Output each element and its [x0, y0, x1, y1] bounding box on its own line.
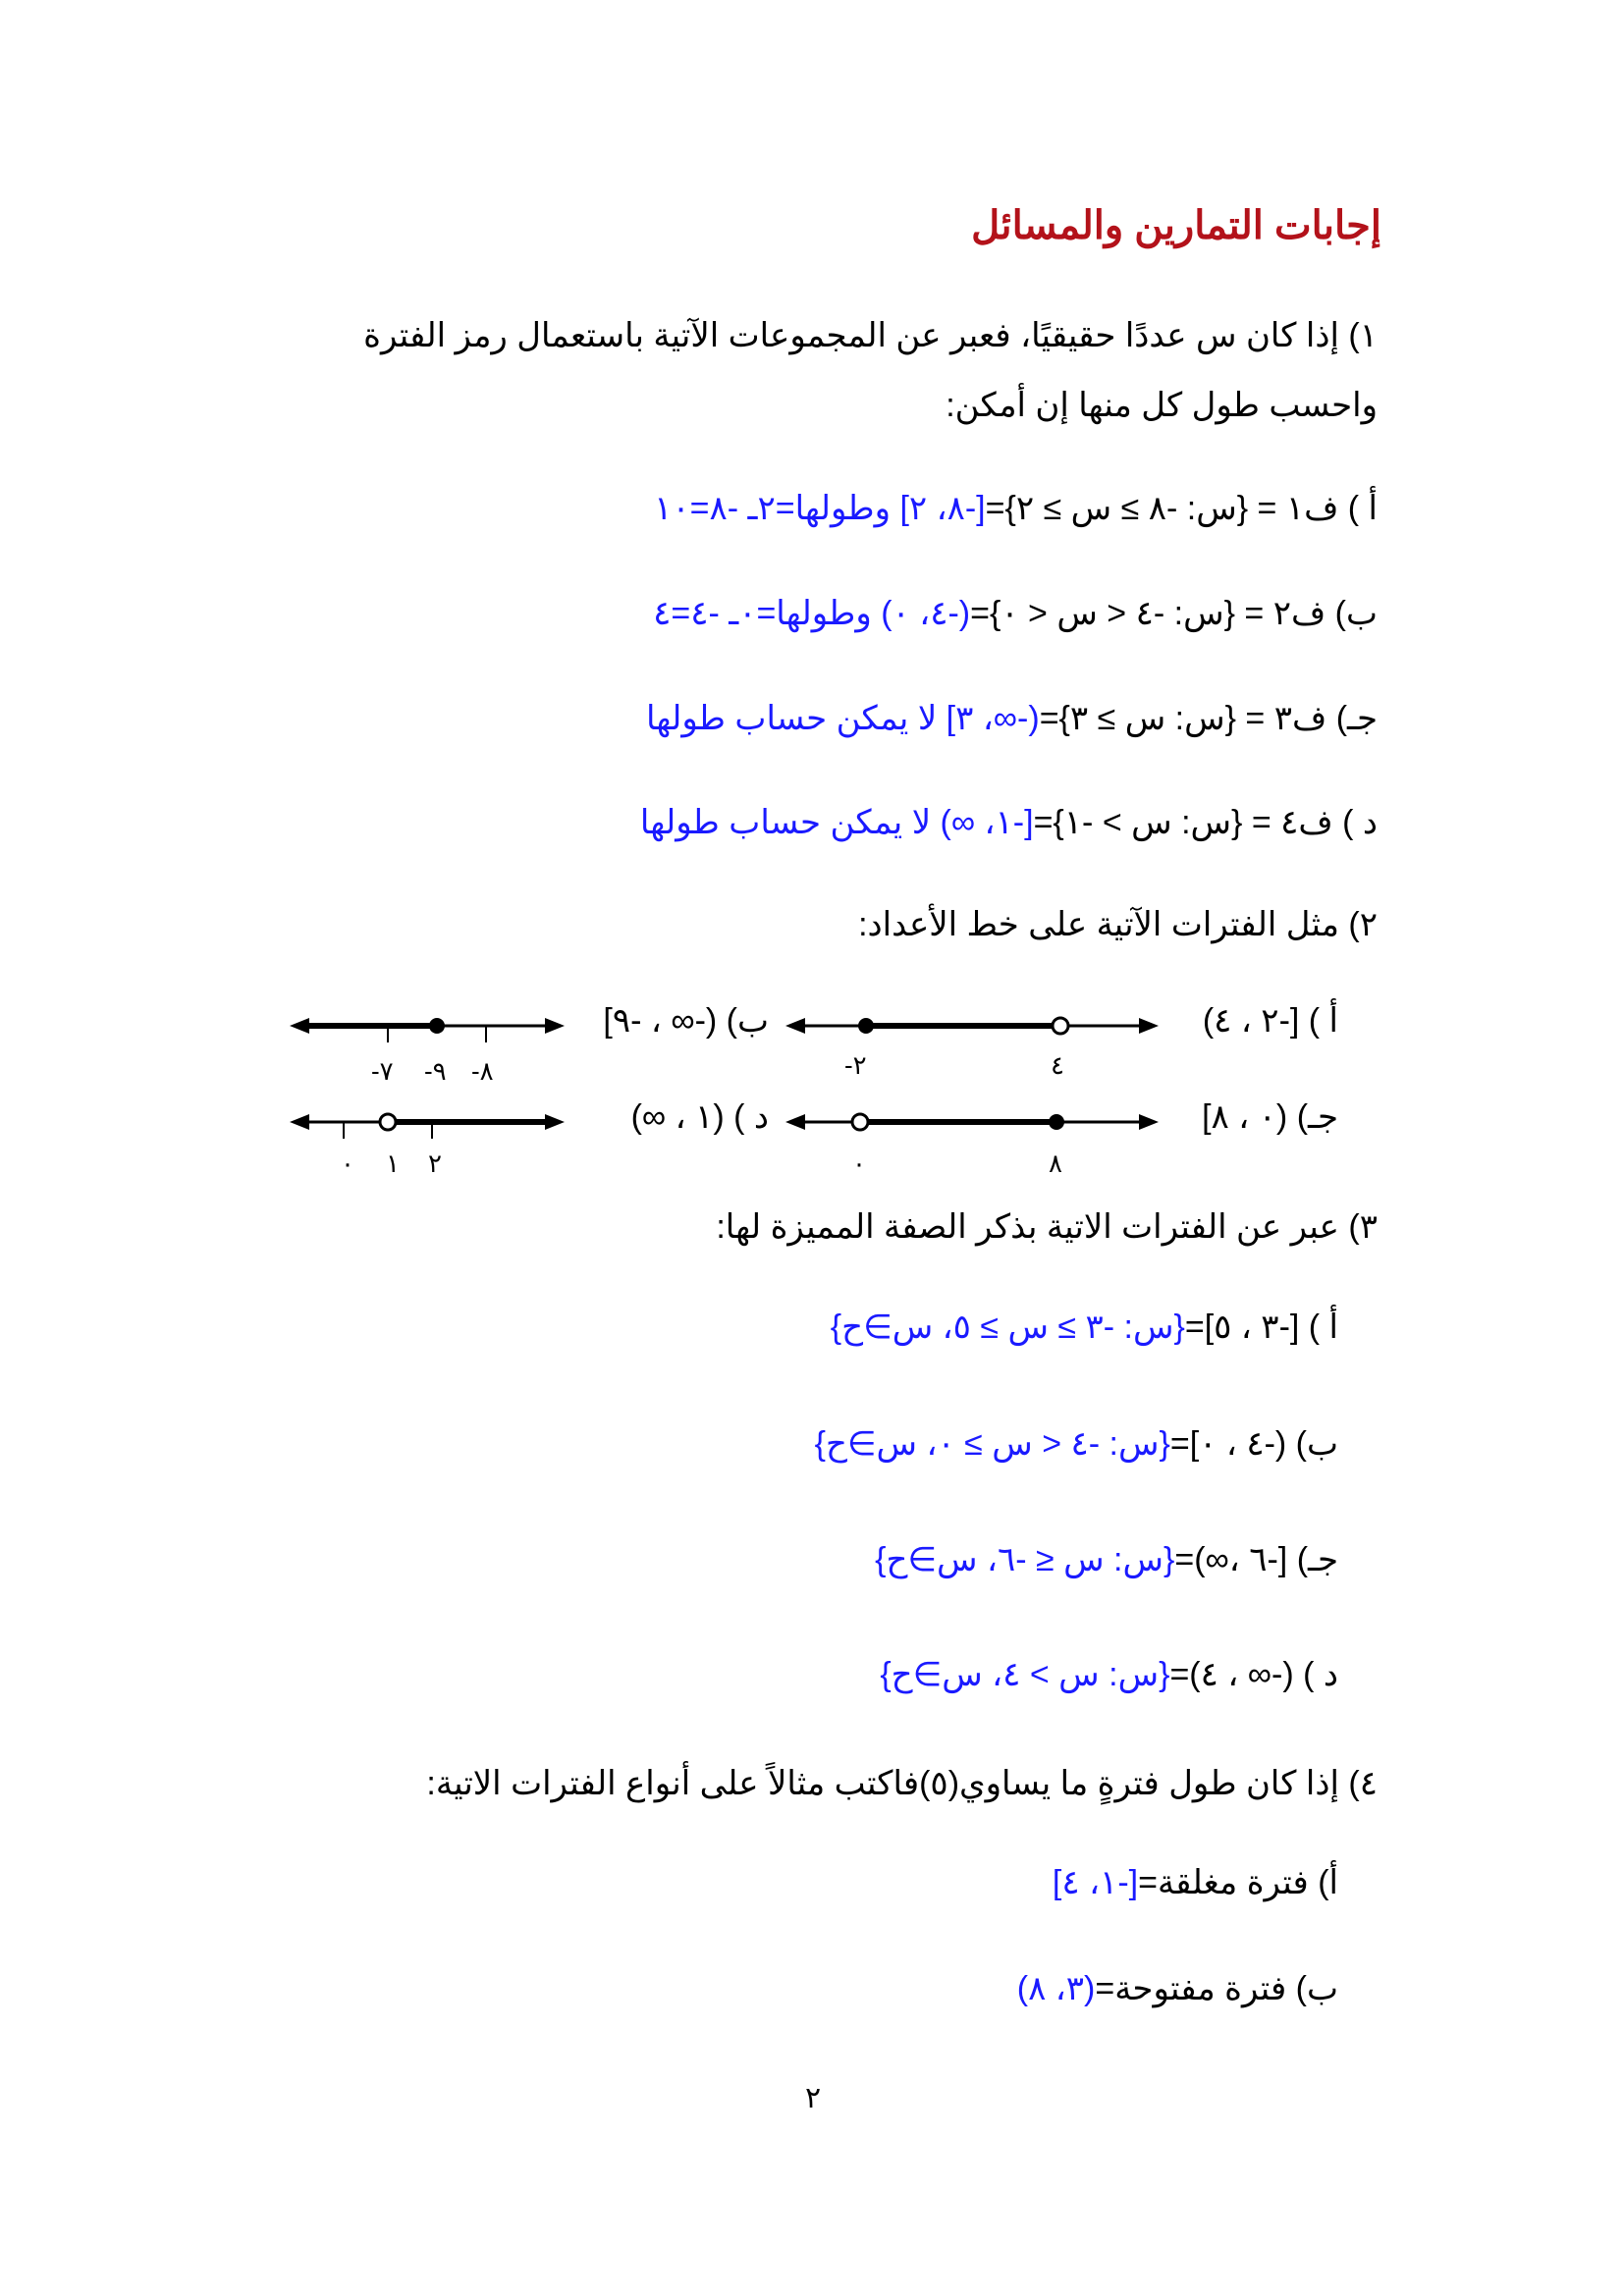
q2-heading: ٢) مثل الفترات الآتية على خط الأعداد:: [858, 906, 1378, 943]
q2-b-tick-minus8: -٨: [471, 1056, 494, 1086]
q3-item-b: [815, 1424, 1338, 1464]
q1-line1: ١) إذا كان س عددًا حقيقيًا، فعبر عن المجموعات الآتية باستعمال رمز الفترة: [363, 317, 1378, 354]
q2-d-tick-2: ٢: [428, 1148, 442, 1178]
q3-item-d: [880, 1655, 1338, 1694]
q2-b-tick-minus7: -٧: [371, 1056, 394, 1086]
q2-d-tick-0: ٠: [341, 1148, 354, 1178]
page-number: ٢: [805, 2082, 822, 2114]
q3-b-answer: {س: -٤ < س ≥ ٠، س∋ح}: [814, 1425, 1170, 1463]
q3-item-c: [875, 1540, 1338, 1579]
q1-b-answer: (-٤، ٠) وطولها=٠ـ -٤=٤: [653, 595, 971, 632]
page-title: إجابات التمارين والمسائل: [971, 204, 1381, 247]
q1-b-question: ب) ف٢ = {س: -٤ < س < ٠}=: [970, 595, 1378, 632]
q4-a-question: أ) فترة مغلقة=: [1138, 1864, 1338, 1901]
q2-b-label: ب) (-∞ ، -٩]: [603, 1002, 769, 1040]
q2-c-tick-8: ٨: [1049, 1148, 1062, 1178]
q3-a-question: أ ) [-٣ ، ٥]=: [1184, 1308, 1338, 1346]
q3-heading: ٣) عبر عن الفترات الاتية بذكر الصفة المميزة لها:: [716, 1208, 1378, 1246]
q4-a-answer: [-١، ٤]: [1052, 1864, 1139, 1901]
q1-line2: واحسب طول كل منها إن أمكن:: [946, 387, 1378, 424]
q1-item-a: [654, 489, 1378, 528]
q1-d-answer: [-١، ∞) لا يمكن حساب طولها: [639, 804, 1034, 841]
q2-a-tick-minus2: -٢: [844, 1050, 867, 1080]
q4-item-b: [1017, 1969, 1338, 2008]
q1-item-c: [646, 699, 1378, 738]
q3-d-answer: {س: س > ٤، س∋ح}: [880, 1656, 1170, 1693]
number-line-c: [785, 1097, 1159, 1147]
q3-item-a: [831, 1308, 1338, 1347]
q2-a-tick-4: ٤: [1051, 1050, 1064, 1080]
q1-c-question: جـ) ف٣ = {س: س ≥ ٣}=: [1039, 700, 1378, 737]
q2-c-tick-0: ٠: [852, 1148, 866, 1178]
q3-d-question: د ) (-∞ ، ٤)=: [1169, 1656, 1338, 1693]
q1-a-question: أ ) ف١ = {س: -٨ ≥ س ≥ ٢}=: [985, 490, 1378, 527]
q1-d-question: د ) ف٤ = {س: س > -١}=: [1033, 804, 1378, 841]
q3-b-question: ب) (-٤ ، ٠]=: [1169, 1425, 1338, 1463]
q1-item-b: [653, 594, 1378, 633]
q1-a-answer: [-٨، ٢] وطولها=٢ـ -٨=١٠: [654, 490, 986, 527]
q1-item-d: [640, 803, 1378, 842]
q4-heading: ٤) إذا كان طول فترةٍ ما يساوي(٥)فاكتب مثالاً على أنواع الفترات الاتية:: [426, 1765, 1378, 1802]
q2-d-label: د ) (١ ، ∞): [630, 1098, 769, 1136]
number-line-d: [290, 1097, 565, 1156]
q1-c-answer: (-∞، ٣] لا يمكن حساب طولها: [645, 700, 1040, 737]
number-line-a: [785, 1001, 1159, 1050]
q3-c-question: جـ) [-٦ ،∞)=: [1174, 1541, 1338, 1578]
q4-item-a: [1053, 1863, 1338, 1902]
q2-a-label: أ ) [-٢ ، ٤): [1202, 1002, 1338, 1040]
q2-d-tick-1: ١: [386, 1148, 400, 1178]
q3-a-answer: {س: -٣ ≥ س ≥ ٥، س∋ح}: [830, 1308, 1185, 1346]
q4-b-answer: (٣، ٨): [1016, 1970, 1096, 2007]
q3-c-answer: {س: س ≤ -٦، س∋ح}: [875, 1541, 1175, 1578]
q2-c-label: جـ) (٠ ، ٨]: [1202, 1098, 1338, 1136]
q4-b-question: ب) فترة مفتوحة=: [1095, 1970, 1338, 2007]
q2-b-tick-minus9: -٩: [424, 1056, 447, 1086]
